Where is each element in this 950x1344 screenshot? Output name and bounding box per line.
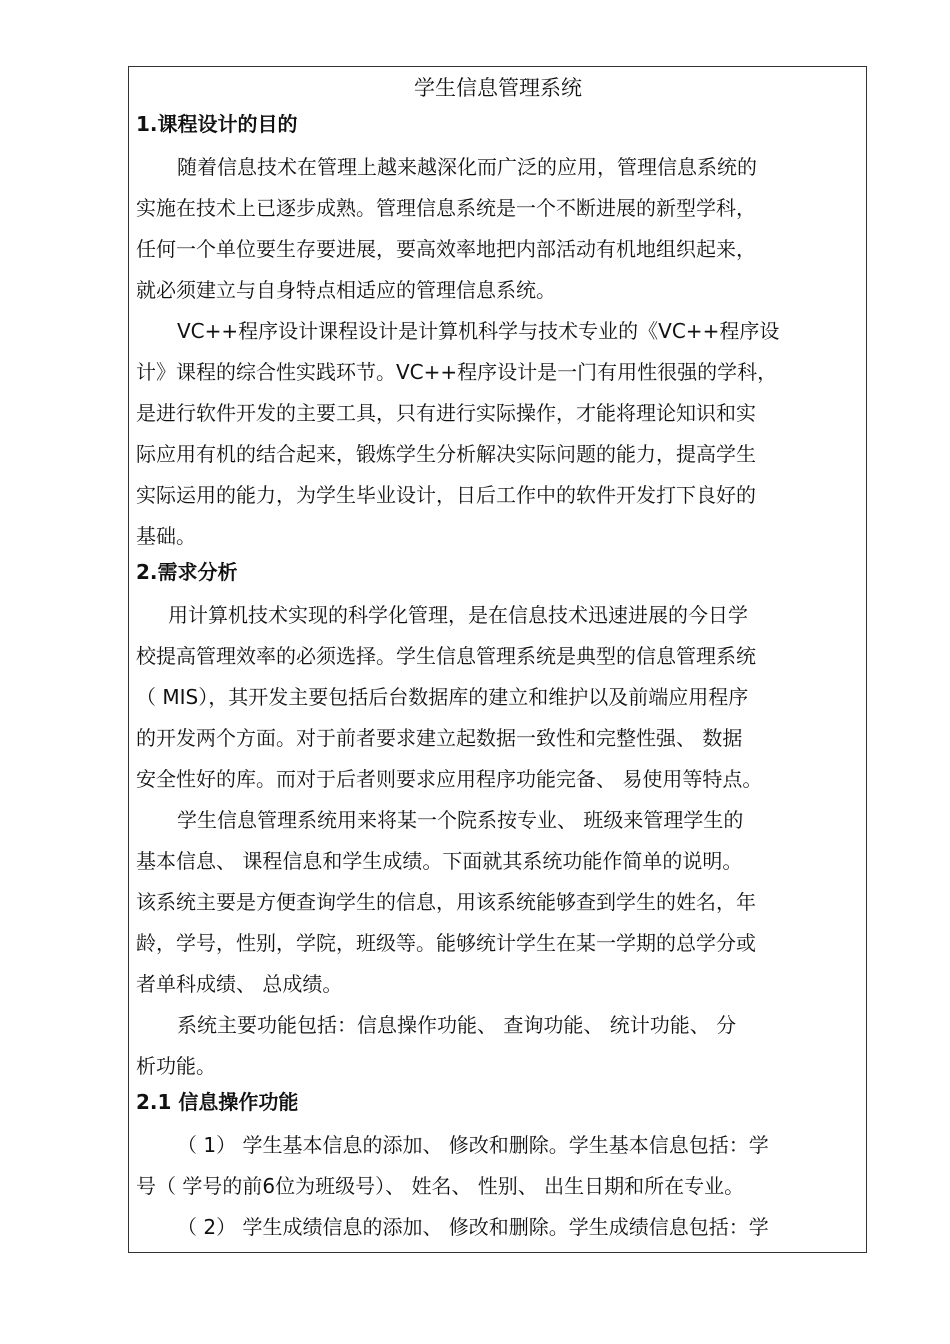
text-line: 基础。 xyxy=(136,524,196,548)
text-line: 实际运用的能力，为学生毕业设计，日后工作中的软件开发打下良好的 xyxy=(136,483,756,507)
paragraph xyxy=(136,147,860,311)
text-line: 的开发两个方面。对于前者要求建立起数据一致性和完整性强、 数据 xyxy=(136,726,743,750)
section-heading-purpose: 1.课程设计的目的 xyxy=(136,112,298,136)
section-heading-info-operations: 2.1 信息操作功能 xyxy=(136,1090,299,1114)
text-line: 就必须建立与自身特点相适应的管理信息系统。 xyxy=(136,278,556,302)
text-line: 任何一个单位要生存要进展，要高效率地把内部活动有机地组织起来， xyxy=(136,237,756,261)
paragraph xyxy=(136,1207,860,1248)
text-line: 析功能。 xyxy=(136,1054,216,1078)
text-line: （ MIS），其开发主要包括后台数据库的建立和维护以及前端应用程序 xyxy=(136,685,749,709)
paragraph xyxy=(136,311,860,557)
text-line: 龄，学号，性别，学院，班级等。能够统计学生在某一学期的总学分或 xyxy=(136,931,756,955)
text-line: （ 1） 学生基本信息的添加、 修改和删除。学生基本信息包括：学 xyxy=(177,1133,769,1157)
text-line: 用计算机技术实现的科学化管理，是在信息技术迅速进展的今日学 xyxy=(168,603,748,627)
text-line: 学生信息管理系统用来将某一个院系按专业、 班级来管理学生的 xyxy=(177,808,744,832)
text-line: 安全性好的库。而对于后者则要求应用程序功能完备、 易使用等特点。 xyxy=(136,767,763,791)
paragraph xyxy=(136,595,860,800)
text-line: 系统主要功能包括：信息操作功能、 查询功能、 统计功能、 分 xyxy=(177,1013,737,1037)
text-line: 校提高管理效率的必须选择。学生信息管理系统是典型的信息管理系统 xyxy=(136,644,756,668)
text-line: 际应用有机的结合起来，锻炼学生分析解决实际问题的能力，提高学生 xyxy=(136,442,756,466)
paragraph xyxy=(136,1125,860,1207)
document-title: 学生信息管理系统 xyxy=(414,76,582,100)
text-line: 基本信息、 课程信息和学生成绩。下面就其系统功能作简单的说明。 xyxy=(136,849,743,873)
text-line: VC++程序设计课程设计是计算机科学与技术专业的《VC++程序设 xyxy=(177,319,780,343)
text-line: 计》课程的综合性实践环节。VC++程序设计是一门有用性很强的学科， xyxy=(136,360,778,384)
document-content xyxy=(136,73,860,1248)
text-line: 随着信息技术在管理上越来越深化而广泛的应用，管理信息系统的 xyxy=(177,155,757,179)
text-line: 该系统主要是方便查询学生的信息，用该系统能够查到学生的姓名，年 xyxy=(136,890,756,914)
text-line: （ 2） 学生成绩信息的添加、 修改和删除。学生成绩信息包括：学 xyxy=(177,1215,769,1239)
paragraph xyxy=(136,1005,860,1087)
text-line: 号（ 学号的前6位为班级号）、 姓名、 性别、 出生日期和所在专业。 xyxy=(136,1174,745,1198)
text-line: 实施在技术上已逐步成熟。管理信息系统是一个不断进展的新型学科， xyxy=(136,196,756,220)
section-heading-requirements: 2.需求分析 xyxy=(136,560,238,584)
text-line: 是进行软件开发的主要工具，只有进行实际操作，才能将理论知识和实 xyxy=(136,401,756,425)
paragraph xyxy=(136,800,860,1005)
document-frame xyxy=(128,66,867,1253)
text-line: 者单科成绩、 总成绩。 xyxy=(136,972,343,996)
